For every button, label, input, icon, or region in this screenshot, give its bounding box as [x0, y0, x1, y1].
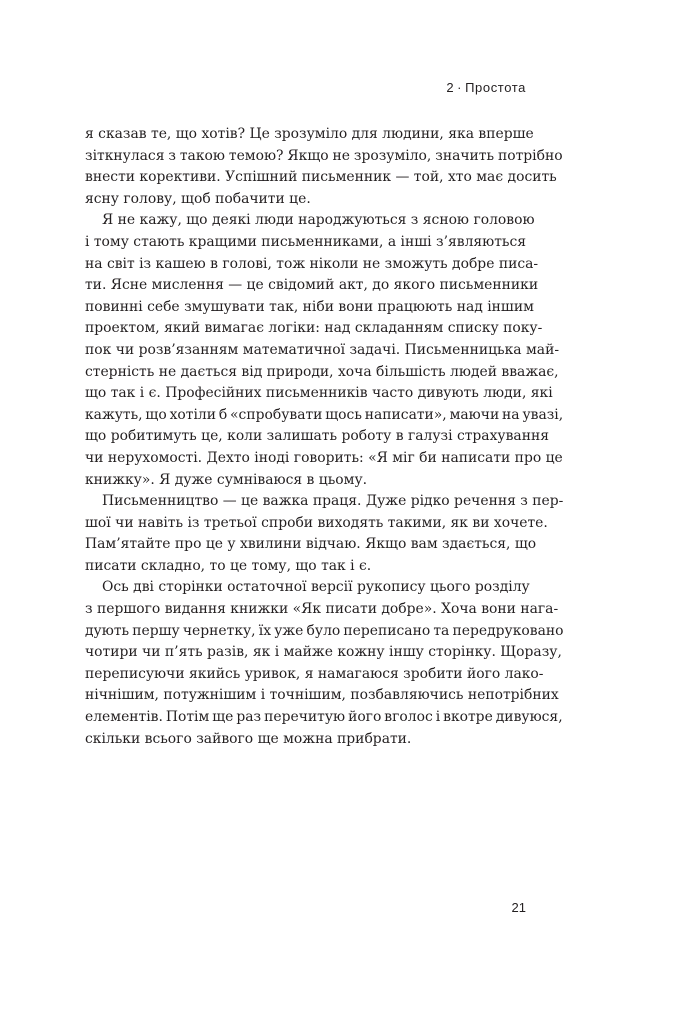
text-line: на світ із кашею в голові, тож ніколи не зможуть добре писа- [85, 255, 539, 272]
text-line: ти. Ясне мислення — це свідомий акт, до якого письменники [85, 277, 539, 294]
text-line: шої чи навіть із третьої спроби виходять такими, як ви хочете. [85, 514, 548, 531]
text-line: зіткнулася з такою темою? Якщо не зрозуміло, значить потрібно [85, 147, 563, 164]
text-line: переписуючи якийсь уривок, я намагаюся зробити його лако- [85, 665, 544, 682]
text-line: стерність не дається від природи, хоча більшість людей вважає, [85, 363, 559, 380]
header-separator: · [457, 80, 463, 95]
text-line: чи нерухомості. Дехто іноді говорить: «Я міг би написати про це [85, 449, 563, 466]
text-line: що робитимуть це, коли залишать роботу в галузі страхування [85, 428, 549, 445]
body-text [85, 124, 563, 750]
text-line: ясну голову, щоб побачити це. [85, 190, 311, 207]
text-line: Ось дві сторінки остаточної версії рукопису цього розділу [102, 579, 530, 596]
text-line: кажуть, що хотіли б «спробувати щось написати», маючи на увазі, [85, 406, 564, 423]
text-line: книжку». Я дуже сумніваюся в цьому. [85, 471, 368, 488]
text-line: чотири чи п’ять разів, як і майже кожну іншу сторінку. Щоразу, [85, 644, 562, 661]
text-line: Письменництво — це важка праця. Дуже рідко речення з пер- [102, 493, 564, 510]
text-line: проектом, який вимагає логіки: над складанням списку поку- [85, 320, 543, 337]
text-line: що так і є. Професійних письменників часто дивують люди, які [85, 385, 553, 402]
text-line: внести корективи. Успішний письменник — той, хто має досить [85, 169, 557, 186]
text-line: дують першу чернетку, їх уже було переписано та передруковано [85, 622, 564, 639]
text-line: Я не кажу, що деякі люди народжуються з ясною головою [102, 212, 535, 229]
chapter-number: 2 [446, 80, 455, 95]
text-line: Пам’ятайте про це у хвилини відчаю. Якщо вам здається, що [85, 536, 537, 553]
running-header [446, 80, 526, 95]
text-line: і тому стають кращими письменниками, а інші з’являються [85, 233, 527, 250]
text-line: я сказав те, що хотів? Це зрозуміло для людини, яка вперше [85, 126, 534, 142]
chapter-title: Простота [465, 80, 526, 95]
text-line: елементів. Потім ще раз перечитую його вголос і вкотре дивуюся, [85, 709, 563, 726]
text-line: з першого видання книжки «Як писати добре». Хоча вони нага- [85, 601, 559, 618]
text-line: скільки всього зайвого ще можна прибрати. [85, 730, 412, 747]
page-number: 21 [511, 900, 526, 915]
text-line: повинні себе змушувати так, ніби вони працюють над іншим [85, 298, 534, 315]
text-line: нічнішим, потужнішим і точнішим, позбавляючись непотрібних [85, 687, 559, 704]
text-line: писати складно, то це тому, що так і є. [85, 557, 372, 574]
text-line: пок чи розв’язанням математичної задачі. Письменницька май- [85, 341, 560, 358]
